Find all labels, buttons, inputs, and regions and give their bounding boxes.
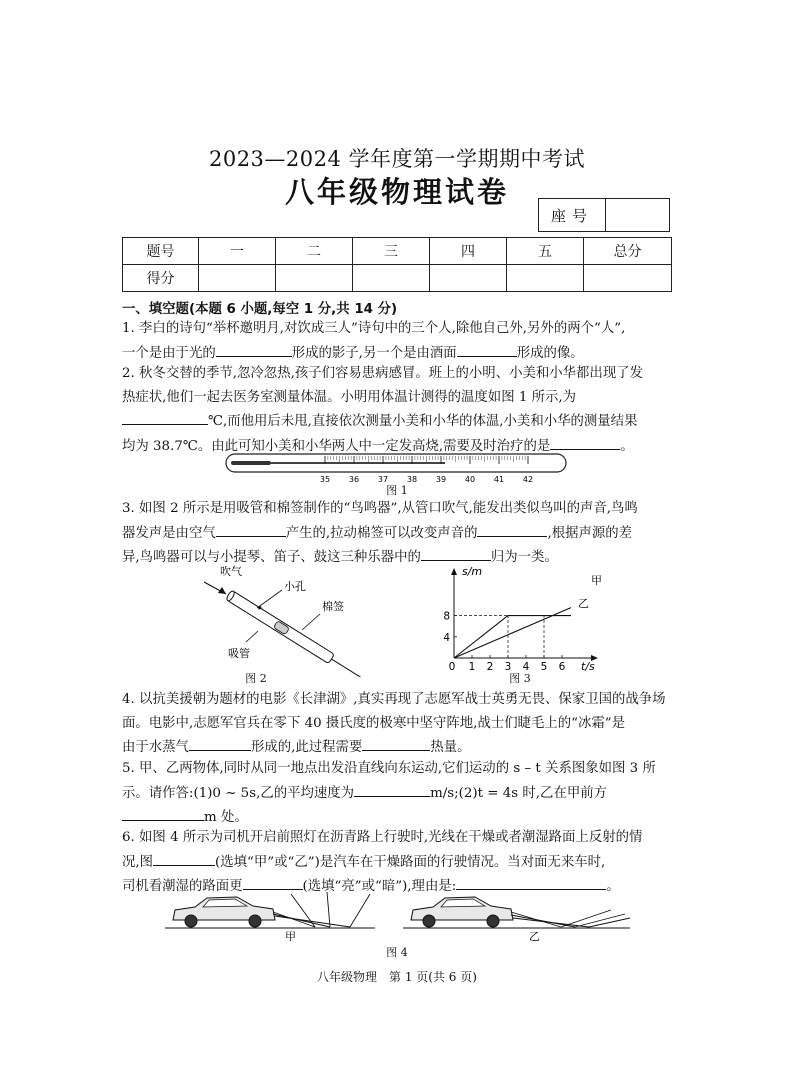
q3-text: ,根据声源的差 [547, 525, 633, 541]
question-2 [122, 362, 674, 458]
x-tick-label: 3 [504, 661, 512, 673]
leader-straw [246, 631, 258, 642]
q3-text: 器发声是由空气 [122, 525, 216, 541]
q6-line: 6. 如图 4 所示为司机开启前照灯在沥青路上行驶时,光线在干燥或者潮湿路面上反射的情 [122, 830, 643, 845]
q6-blank-2[interactable] [243, 874, 303, 890]
car-yi [411, 897, 513, 927]
rays-jia [273, 892, 370, 927]
label-swab: 棉签 [322, 600, 344, 613]
figure-1-caption: 图 1 [386, 484, 408, 497]
q1-line: 1. 李白的诗句“举杯邀明月,对饮成三人”诗句中的三个人,除他自己外,另外的两个“人”, [122, 321, 626, 336]
q6-text: 。 [606, 879, 620, 894]
q5-text: m 处。 [204, 810, 248, 825]
thermo-tick-label: 38 [406, 475, 418, 484]
x-tick-label: 1 [468, 661, 476, 673]
q2-blank-2[interactable] [550, 434, 620, 450]
label-hole: 小孔 [284, 580, 306, 593]
q6-line [122, 850, 674, 875]
figure-3-st-graph [438, 562, 603, 674]
score-cell: 四 [430, 238, 507, 265]
q5-text: 示。请作答:(1)0 ~ 5s,乙的平均速度为 [122, 785, 355, 801]
thermo-tick-label: 42 [522, 475, 534, 484]
axis-ticks [443, 611, 565, 673]
figure-3-caption: 图 3 [509, 672, 531, 685]
question-1 [122, 317, 674, 365]
q6-blank-1[interactable] [153, 850, 215, 866]
section-heading: 一、填空题(本题 6 小题,每空 1 分,共 14 分) [122, 302, 398, 317]
series-label-jia: 甲 [591, 574, 602, 587]
q6-text: (选填“亮”或“暗”),理由是: [302, 879, 457, 894]
seat-value-field[interactable] [606, 199, 669, 231]
label-yi: 乙 [529, 930, 540, 942]
score-entry[interactable] [584, 265, 672, 292]
label-straw: 吸管 [228, 647, 250, 660]
x-axis-label: t/s [581, 660, 595, 673]
q6-blank-3[interactable] [456, 874, 606, 890]
x-tick-label: 0 [448, 661, 456, 673]
score-cell: 三 [353, 238, 430, 265]
swab-stick [332, 659, 364, 677]
q3-blank-3[interactable] [421, 545, 491, 561]
figure-4-caption: 图 4 [386, 946, 408, 959]
score-cell: 总分 [584, 238, 672, 265]
q3-text: 归为一类。 [490, 550, 558, 565]
q3-line: 3. 如图 2 所示是用吸管和棉签制作的“鸟鸣器”,从管口吹气,能发出类似鸟叫的声音,鸟鸣 [122, 501, 638, 516]
leader-hole [257, 590, 282, 608]
q4-line: 4. 以抗美援朝为题材的电影《长津湖》,真实再现了志愿军战士英勇无畏、保家卫国的战争场 [122, 692, 666, 707]
thermo-tick-label: 41 [493, 475, 505, 484]
seat-number-box [538, 198, 670, 232]
q5-text: m/s;(2)t = 4s 时,乙在甲前方 [430, 785, 608, 801]
q2-line [122, 409, 674, 434]
q6-text: 司机看潮湿的路面更 [122, 879, 243, 894]
series-lines [454, 608, 571, 658]
score-cell: 五 [507, 238, 584, 265]
thermo-tick-label: 37 [377, 475, 389, 484]
score-entry[interactable] [353, 265, 430, 292]
score-table [122, 237, 672, 292]
q1-text: 形成的像。 [516, 345, 584, 361]
exam-title: 2023—2024 学年度第一学期期中考试 [208, 147, 586, 171]
q2-blank-1[interactable] [122, 409, 208, 425]
figure-4-headlights [165, 890, 635, 942]
score-header-row [123, 238, 672, 265]
q5-blank-2[interactable] [122, 805, 204, 821]
q4-line: 面。电影中,志愿军官兵在零下 40 摄氏度的极寒中坚守阵地,战士们睫毛上的“冰霜”是 [122, 715, 626, 731]
label-jia: 甲 [285, 930, 296, 942]
thermo-tick-label: 36 [348, 475, 360, 484]
y-axis-label: s/m [462, 565, 483, 578]
q4-blank-2[interactable] [362, 735, 430, 751]
q5-line [122, 781, 674, 806]
q1-blank-1[interactable] [216, 341, 292, 357]
y-tick-label: 4 [443, 631, 450, 644]
question-4 [122, 688, 674, 760]
q3-line [122, 521, 674, 546]
question-6 [122, 826, 674, 899]
q3-blank-2[interactable] [477, 521, 547, 537]
q3-blank-1[interactable] [216, 521, 286, 537]
straw-tube [226, 589, 368, 677]
q3-text: 产生的,拉动棉签可以改变声音的 [285, 525, 478, 541]
q6-text: 况,图 [122, 854, 154, 870]
label-blow: 吹气 [220, 565, 242, 578]
score-entry[interactable] [430, 265, 507, 292]
rays-yi [511, 910, 630, 927]
q1-text: 形成的影子,另一个是由酒面 [291, 345, 457, 361]
q1-blank-2[interactable] [457, 341, 517, 357]
score-row-label: 得分 [123, 265, 199, 292]
q2-text: 均为 38.7℃。由此可知小美和小华两人中一定发高烧,需要及时治疗的是 [122, 438, 551, 454]
score-cell: 一 [199, 238, 276, 265]
q4-line [122, 735, 674, 760]
q2-line: 2. 秋冬交替的季节,忽冷忽热,孩子们容易患病感冒。班上的小明、小美和小华都出现了发 [122, 366, 643, 381]
x-tick-label: 2 [486, 661, 494, 673]
x-tick-label: 4 [522, 661, 530, 673]
score-cell: 二 [276, 238, 353, 265]
q1-text: 一个是由于光的 [122, 345, 216, 361]
series-label-yi: 乙 [578, 597, 589, 610]
q2-text: 。 [620, 438, 634, 454]
y-tick-label: 8 [443, 610, 450, 623]
q2-text: ℃,而他用后未甩,直接依次测量小美和小华的体温,小美和小华的测量结果 [208, 414, 638, 429]
q4-blank-1[interactable] [189, 735, 251, 751]
q4-text: 热量。 [430, 740, 471, 755]
q5-line: 5. 甲、乙两物体,同时从同一地点出发沿直线向东运动,它们运动的 s – t 关系图象如图 3 所 [122, 761, 656, 776]
figure-2-caption: 图 2 [245, 672, 267, 685]
q2-line: 热症状,他们一起去医务室测量体温。小明用体温计测得的温度如图 1 所示,为 [122, 389, 577, 405]
q3-text: 异,鸟鸣器可以与小提琴、笛子、鼓这三种乐器中的 [122, 550, 421, 565]
score-entry[interactable] [199, 265, 276, 292]
q6-text: (选填“甲”或“乙”)是汽车在干燥路面的行驶情况。当对面无来车时, [215, 854, 606, 870]
question-3 [122, 497, 674, 570]
figure-2-bird-whistle [200, 562, 370, 677]
thermo-tick-label: 35 [319, 475, 331, 484]
thermo-tick-label: 39 [435, 475, 447, 484]
question-5 [122, 757, 674, 830]
x-tick-label: 6 [558, 661, 566, 673]
q4-text: 由于水蒸气 [122, 740, 189, 755]
leader-swab [302, 614, 320, 630]
score-entry[interactable] [507, 265, 584, 292]
thermometer-bulb [231, 461, 271, 465]
q4-text: 形成的,此过程需要 [250, 740, 363, 755]
paper-title: 八年级物理试卷 [284, 175, 509, 209]
page-footer: 八年级物理 第 1 页(共 6 页) [317, 970, 477, 984]
score-value-row [123, 265, 672, 292]
q5-blank-1[interactable] [354, 781, 430, 797]
x-tick-label: 5 [540, 661, 548, 673]
seat-label: 座号 [539, 199, 606, 231]
score-cell: 题号 [123, 238, 199, 265]
thermo-tick-label: 40 [464, 475, 476, 484]
car-jia [173, 897, 275, 927]
series-line-yi [454, 616, 571, 658]
y-axis-arrow [451, 568, 457, 575]
score-entry[interactable] [276, 265, 353, 292]
